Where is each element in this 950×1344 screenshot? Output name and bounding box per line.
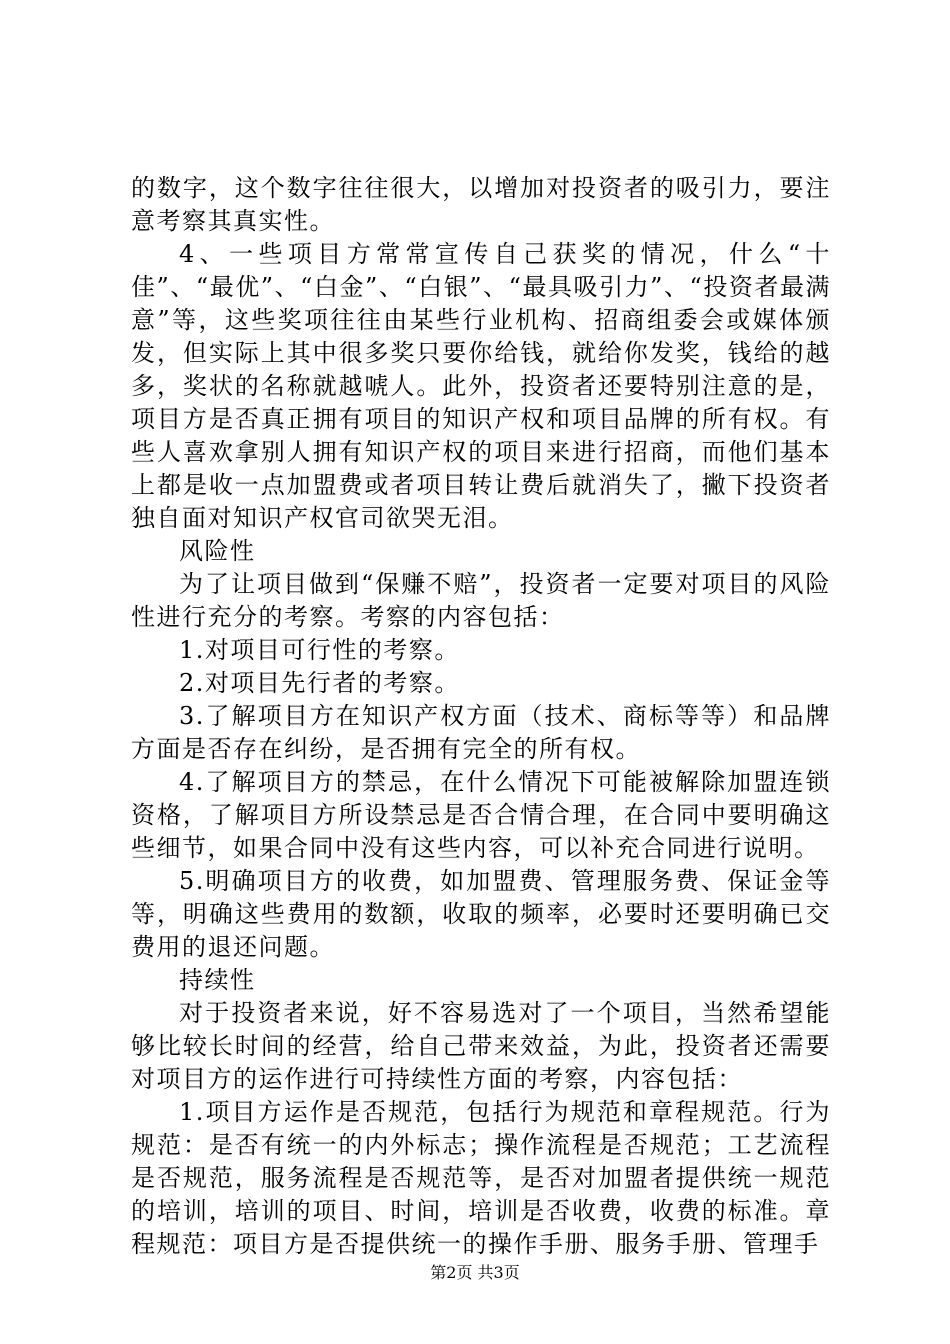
document-body bbox=[131, 172, 831, 1261]
list-item-5: 5.明确项目方的收费，如加盟费、管理服务费、保证金等等，明确这些费用的数额，收取的频率，必要时还要明确已交费用的退还问题。 bbox=[131, 867, 831, 961]
list-item-1: 1.对项目可行性的考察。 bbox=[179, 636, 460, 664]
page-number-label: 第2页 共3页 bbox=[430, 1263, 520, 1282]
section-heading-risk: 风险性 bbox=[179, 537, 256, 565]
list-item-6: 1.项目方运作是否规范，包括行为规范和章程规范。行为规范：是否有统一的内外标志；操作流程是否规范；工艺流程是否规范，服务流程是否规范等，是否对加盟者提供统一规范的培训，培训的项目、时间，培训是否收费，收费的标准。章程规范：项目方是否提供统一的操作手册、服务手册、管理手 bbox=[131, 1098, 831, 1258]
paragraph-4: 对于投资者来说，好不容易选对了一个项目，当然希望能够比较长时间的经营，给自己带来效益，为此，投资者还需要对项目方的运作进行可持续性方面的考察，内容包括： bbox=[131, 999, 831, 1093]
list-item-3: 3.了解项目方在知识产权方面（技术、商标等等）和品牌方面是否存在纠纷，是否拥有完全的所有权。 bbox=[131, 702, 831, 763]
list-item-4: 4.了解项目方的禁忌，在什么情况下可能被解除加盟连锁资格，了解项目方所设禁忌是否合情合理，在合同中要明确这些细节，如果合同中没有这些内容，可以补充合同进行说明。 bbox=[131, 768, 831, 862]
paragraph-1: 的数字，这个数字往往很大，以增加对投资者的吸引力，要注意考察其真实性。 bbox=[131, 174, 831, 235]
section-heading-sustainability: 持续性 bbox=[179, 966, 256, 994]
paragraph-3: 为了让项目做到“保赚不赔”，投资者一定要对项目的风险性进行充分的考察。考察的内容包括： bbox=[131, 570, 831, 631]
page-footer bbox=[0, 1262, 950, 1284]
list-item-2: 2.对项目先行者的考察。 bbox=[179, 669, 460, 697]
paragraph-2: 4、一些项目方常常宣传自己获奖的情况，什么“十佳”、“最优”、“白金”、“白银”、“最具吸引力”、“投资者最满意”等，这些奖项往往由某些行业机构、招商组委会或媒体颁发，但实际上其中很多奖只要你给钱，就给你发奖，钱给的越多，奖状的名称就越唬人。此外，投资者还要特别注意的是，项目方是否真正拥有项目的知识产权和项目品牌的所有权。有些人喜欢拿别人拥有知识产权的项目来进行招商，而他们基本上都是收一点加盟费或者项目转让费后就消失了，撇下投资者独自面对知识产权官司欲哭无泪。 bbox=[131, 240, 831, 532]
